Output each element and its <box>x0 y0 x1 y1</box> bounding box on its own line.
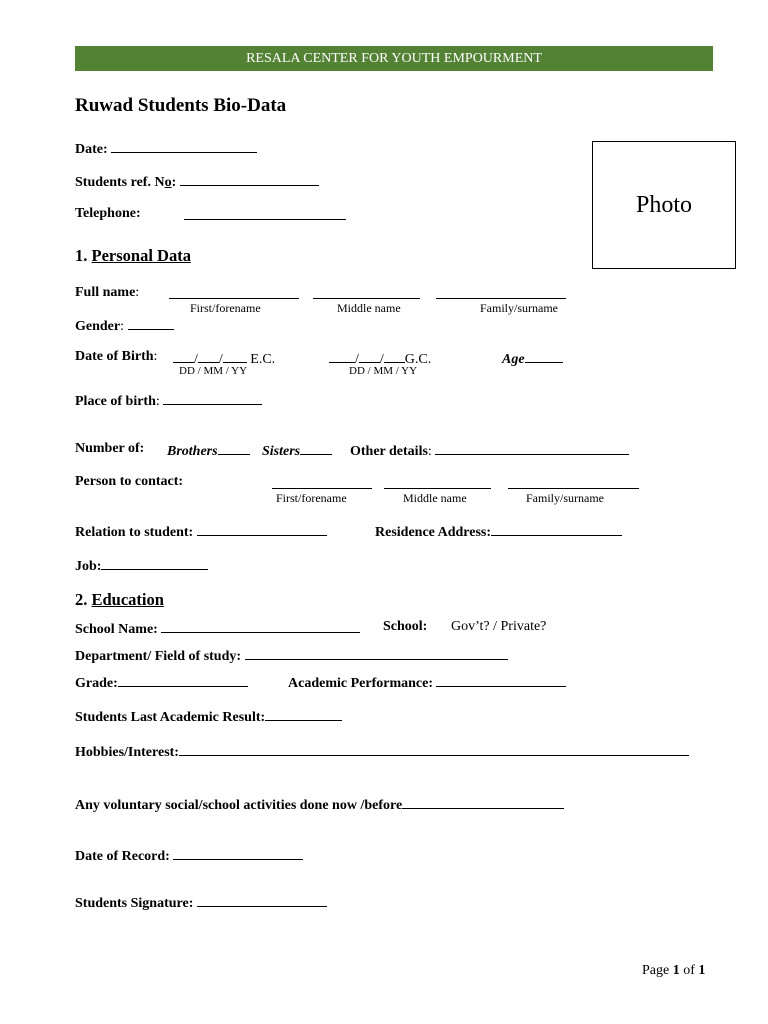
relation-field: Relation to student: <box>75 522 327 541</box>
age-input-line[interactable] <box>525 349 563 363</box>
grade-input-line[interactable] <box>118 673 248 687</box>
full-name-label: Full name: <box>75 285 140 300</box>
other-details-input-line[interactable] <box>435 441 629 455</box>
contact-middle-line[interactable] <box>384 475 491 489</box>
family-name-line[interactable] <box>436 285 566 299</box>
hobbies-field: Hobbies/Interest: <box>75 742 689 761</box>
photo-box[interactable] <box>592 141 736 269</box>
last-result-field: Students Last Academic Result: <box>75 707 342 726</box>
school-type-label: School: <box>383 619 428 634</box>
date-of-record-field: Date of Record: <box>75 846 303 865</box>
gender-field: Gender: <box>75 316 174 335</box>
section-personal-heading: 1. Personal Data <box>75 246 191 265</box>
sisters-field: Sisters <box>262 441 332 460</box>
department-input-line[interactable] <box>245 646 508 660</box>
date-field <box>75 139 257 158</box>
first-name-line[interactable] <box>169 285 299 299</box>
contact-caption-family: Family/surname <box>526 491 604 505</box>
number-of-label: Number of: <box>75 441 145 456</box>
signature-field: Students Signature: <box>75 893 327 912</box>
person-to-contact-label: Person to contact: <box>75 474 184 489</box>
date-of-record-input-line[interactable] <box>173 846 303 860</box>
residence-input-line[interactable] <box>491 522 622 536</box>
caption-family: Family/surname <box>480 301 558 315</box>
contact-first-line[interactable] <box>272 475 372 489</box>
ref-label: Students ref. No: <box>75 175 177 190</box>
page-title: Ruwad Students Bio-Data <box>75 95 287 116</box>
job-field: Job: <box>75 556 208 575</box>
residence-field: Residence Address: <box>375 522 622 541</box>
dob-ec[interactable]: / / E.C. <box>173 349 275 368</box>
place-of-birth-input-line[interactable] <box>163 391 262 405</box>
contact-caption-middle: Middle name <box>403 491 467 505</box>
header-banner: RESALA CENTER FOR YOUTH EMPOURMENT <box>75 46 713 71</box>
dob-field: Date of Birth: <box>75 349 158 364</box>
brothers-field: Brothers <box>167 441 250 460</box>
ref-field <box>75 172 319 191</box>
dob-gc-caption: DD / MM / YY <box>349 365 418 377</box>
section-education-heading: 2. Education <box>75 590 164 609</box>
photo-label: Photo <box>635 191 692 218</box>
telephone-label: Telephone: <box>75 206 141 221</box>
relation-input-line[interactable] <box>197 522 327 536</box>
caption-first: First/forename <box>190 301 261 315</box>
date-label: Date: <box>75 142 108 157</box>
dob-gc[interactable]: / / G.C. <box>329 349 431 368</box>
voluntary-input-line[interactable] <box>402 795 564 809</box>
ref-input-line[interactable] <box>180 172 319 186</box>
job-input-line[interactable] <box>101 556 208 570</box>
contact-caption-first: First/forename <box>276 491 347 505</box>
hobbies-input-line[interactable] <box>179 742 689 756</box>
gender-input-line[interactable] <box>128 316 174 330</box>
date-input-line[interactable] <box>111 139 257 153</box>
dob-label: Date of Birth <box>75 349 154 364</box>
academic-performance-input-line[interactable] <box>436 673 566 687</box>
signature-input-line[interactable] <box>197 893 327 907</box>
place-of-birth-field: Place of birth: <box>75 391 262 410</box>
caption-middle: Middle name <box>337 301 401 315</box>
school-type-options[interactable]: Gov’t? / Private? <box>451 619 547 634</box>
school-name-input-line[interactable] <box>161 619 360 633</box>
last-result-input-line[interactable] <box>265 707 342 721</box>
department-field: Department/ Field of study: <box>75 646 508 665</box>
school-name-field: School Name: <box>75 619 360 638</box>
other-details-field: Other details: <box>350 441 629 460</box>
brothers-input-line[interactable] <box>218 441 250 455</box>
age-field: Age <box>502 349 563 368</box>
middle-name-line[interactable] <box>313 285 420 299</box>
page-number: Page 1 of 1 <box>642 963 706 978</box>
dob-ec-caption: DD / MM / YY <box>179 365 248 377</box>
grade-field: Grade: <box>75 673 248 692</box>
telephone-input-line[interactable] <box>184 206 346 220</box>
academic-performance-field: Academic Performance: <box>288 673 566 692</box>
contact-family-line[interactable] <box>508 475 639 489</box>
sisters-input-line[interactable] <box>300 441 332 455</box>
voluntary-field: Any voluntary social/school activities done now /before <box>75 795 564 814</box>
